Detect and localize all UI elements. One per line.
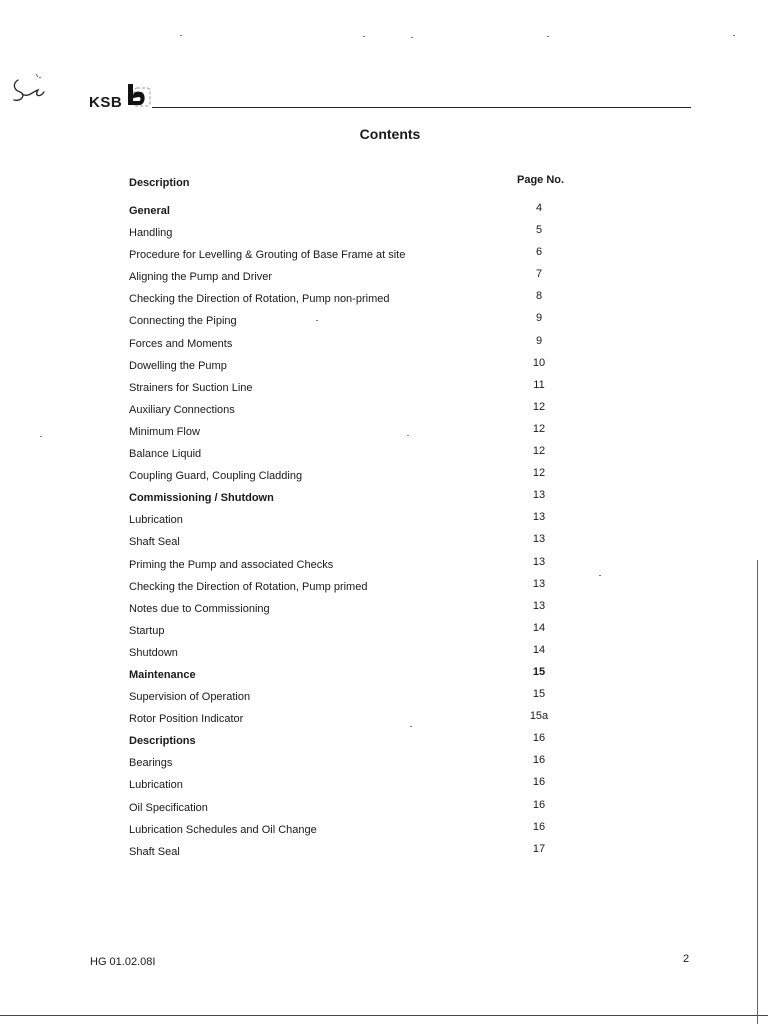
toc-page-number: 16 bbox=[532, 732, 546, 745]
toc-entry-title: Checking the Direction of Rotation, Pump primed bbox=[129, 580, 368, 593]
toc-row bbox=[129, 266, 599, 288]
toc-page-number: 13 bbox=[532, 599, 546, 612]
toc-entry-title: Lubrication bbox=[129, 779, 183, 792]
toc-entry-title: Auxiliary Connections bbox=[129, 403, 235, 416]
handwritten-mark-icon bbox=[8, 72, 48, 112]
description-column-header: Description bbox=[129, 177, 190, 189]
page-column-header: Page No. bbox=[517, 174, 565, 186]
toc-page-number: 4 bbox=[535, 202, 543, 214]
scan-speck bbox=[363, 36, 365, 37]
toc-entry-title: Checking the Direction of Rotation, Pump non-primed bbox=[129, 293, 390, 306]
toc-page-number: 13 bbox=[532, 489, 546, 502]
toc-page-number: 14 bbox=[532, 643, 546, 656]
toc-page-number: 11 bbox=[533, 378, 545, 391]
toc-section-title: Descriptions bbox=[129, 735, 196, 748]
toc-row bbox=[129, 752, 599, 774]
toc-entry-title: Balance Liquid bbox=[129, 448, 202, 461]
toc-row bbox=[129, 399, 599, 421]
toc-page-number: 5 bbox=[535, 224, 543, 237]
toc-entry-title: Aligning the Pump and Driver bbox=[129, 271, 273, 284]
toc-entry-title: Coupling Guard, Coupling Cladding bbox=[129, 470, 303, 483]
document-code: HG 01.02.08I bbox=[90, 956, 156, 968]
toc-row bbox=[129, 797, 599, 819]
scan-speck bbox=[547, 36, 549, 37]
toc-section-row bbox=[129, 730, 599, 752]
toc-section-row bbox=[129, 200, 599, 222]
toc-row bbox=[129, 310, 599, 332]
toc-entry-title: Connecting the Piping bbox=[129, 315, 237, 328]
toc-page-number: 12 bbox=[532, 445, 546, 458]
scan-speck bbox=[599, 575, 601, 576]
toc-entry-title: Procedure for Levelling & Grouting of Base Frame at site bbox=[129, 249, 406, 262]
toc-row bbox=[129, 377, 599, 399]
toc-page-number: 8 bbox=[535, 290, 543, 303]
toc-row bbox=[129, 333, 599, 355]
toc-row bbox=[129, 554, 599, 576]
toc-entry-title: Priming the Pump and associated Checks bbox=[129, 558, 334, 571]
toc-entry-title: Supervision of Operation bbox=[129, 691, 251, 704]
toc-row bbox=[129, 620, 599, 642]
toc-row bbox=[129, 222, 599, 244]
scan-speck bbox=[733, 35, 735, 36]
toc-row bbox=[129, 531, 599, 553]
toc-page-number: 6 bbox=[535, 246, 543, 259]
scan-speck bbox=[411, 37, 413, 38]
page-title: Contents bbox=[359, 126, 421, 142]
toc-entry-title: Forces and Moments bbox=[129, 337, 233, 350]
toc-section-row bbox=[129, 664, 599, 686]
page-number: 2 bbox=[683, 953, 690, 965]
toc-page-number: 16 bbox=[532, 820, 546, 833]
toc-row bbox=[129, 819, 599, 841]
logo-text: KSB bbox=[89, 94, 123, 111]
header-rule bbox=[152, 107, 691, 108]
toc-entry-title: Handling bbox=[129, 227, 173, 240]
scan-edge-line bbox=[757, 560, 758, 1024]
toc-page-number: 15 bbox=[532, 665, 546, 678]
toc-page-number: 13 bbox=[532, 533, 546, 546]
toc-entry-title: Lubrication Schedules and Oil Change bbox=[129, 823, 317, 836]
toc-row bbox=[129, 465, 599, 487]
toc-row bbox=[129, 598, 599, 620]
ksb-logo bbox=[89, 80, 152, 110]
toc-row bbox=[129, 642, 599, 664]
toc-section-title: Commissioning / Shutdown bbox=[129, 492, 274, 505]
bottom-rule bbox=[0, 1015, 768, 1016]
toc-page-number: 16 bbox=[532, 776, 546, 789]
toc-row bbox=[129, 421, 599, 443]
toc-row bbox=[129, 355, 599, 377]
toc-page-number: 10 bbox=[532, 356, 546, 369]
toc-entry-title: Shaft Seal bbox=[129, 845, 180, 858]
toc-page-number: 16 bbox=[532, 754, 546, 767]
ksb-b-logo-icon bbox=[124, 82, 152, 110]
toc-page-number: 7 bbox=[535, 268, 543, 281]
toc-page-number: 13 bbox=[532, 555, 546, 568]
toc-page-number: 13 bbox=[532, 577, 546, 590]
toc-row bbox=[129, 708, 599, 730]
toc-entry-title: Minimum Flow bbox=[129, 425, 200, 438]
toc-page-number: 12 bbox=[532, 400, 546, 413]
toc-page-number: 15a bbox=[529, 710, 549, 723]
toc-page-number: 12 bbox=[532, 467, 546, 480]
toc-section-title: General bbox=[129, 205, 170, 217]
toc-entry-title: Lubrication bbox=[129, 514, 183, 527]
toc-entry-title: Bearings bbox=[129, 757, 173, 770]
scan-speck bbox=[180, 35, 182, 36]
toc-row bbox=[129, 576, 599, 598]
toc-page-number: 9 bbox=[535, 334, 543, 347]
toc-section-title: Maintenance bbox=[129, 668, 196, 681]
toc-entry-title: Dowelling the Pump bbox=[129, 359, 227, 372]
toc-entry-title: Shaft Seal bbox=[129, 536, 180, 549]
toc-page-number: 13 bbox=[532, 511, 546, 524]
toc-row bbox=[129, 686, 599, 708]
toc-row bbox=[129, 841, 599, 863]
toc-row bbox=[129, 443, 599, 465]
toc-entry-title: Oil Specification bbox=[129, 801, 208, 814]
toc-page-number: 15 bbox=[532, 688, 546, 701]
toc-entry-title: Notes due to Commissioning bbox=[129, 602, 270, 615]
toc-row bbox=[129, 774, 599, 796]
toc-page-number: 16 bbox=[532, 798, 546, 811]
toc-section-row bbox=[129, 487, 599, 509]
toc-entry-title: Startup bbox=[129, 624, 165, 637]
toc-entry-title: Rotor Position Indicator bbox=[129, 713, 244, 726]
toc-entry-title: Shutdown bbox=[129, 646, 178, 659]
toc-page-number: 9 bbox=[535, 312, 543, 325]
toc-row bbox=[129, 509, 599, 531]
toc-entry-title: Strainers for Suction Line bbox=[129, 381, 253, 394]
toc-row bbox=[129, 244, 599, 266]
table-of-contents bbox=[129, 200, 599, 863]
scan-speck bbox=[40, 436, 42, 437]
toc-page-number: 17 bbox=[532, 842, 546, 855]
toc-page-number: 14 bbox=[532, 621, 546, 634]
toc-page-number: 12 bbox=[532, 422, 546, 435]
toc-row bbox=[129, 288, 599, 310]
